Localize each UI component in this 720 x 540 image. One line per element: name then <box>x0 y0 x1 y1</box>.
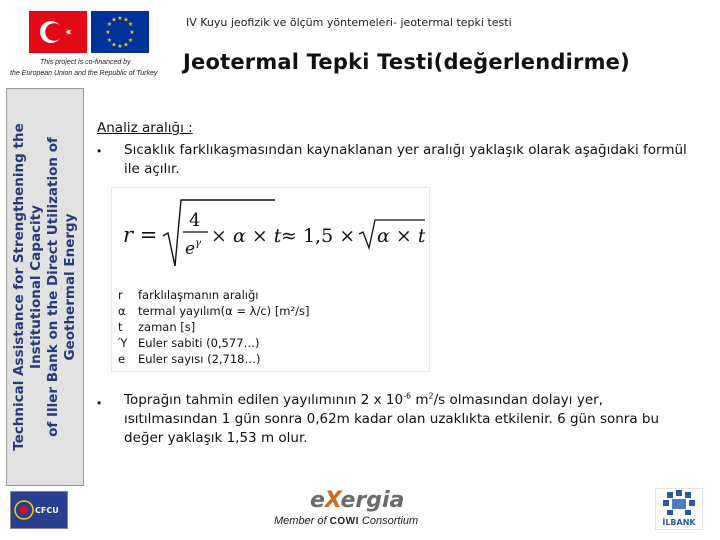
range-heading: Analiz aralığı : <box>97 120 193 136</box>
formula-root-inner: α × t <box>377 225 426 247</box>
header-caption: IV Kuyu jeofizik ve ölçüm yöntemeleri- jeotermal tepki testi <box>186 16 512 29</box>
svg-text:★: ★ <box>117 15 123 22</box>
bullet-1-marker: • <box>97 144 102 158</box>
legend-row <box>118 320 195 334</box>
bullet-1-text: Sıcaklık farklıkaşmasından kaynaklanan yer aralığı yaklaşık olarak aşağıdaki formül ile açılır. <box>124 142 687 177</box>
legend-text: farklılaşmanın aralığı <box>138 288 259 302</box>
svg-text:★: ★ <box>127 37 134 44</box>
turkey-flag-icon <box>29 11 87 53</box>
exergia-logo: eXergia <box>310 488 405 513</box>
legend-row <box>118 336 260 350</box>
svg-text:★: ★ <box>111 41 117 49</box>
sidebar-line-2: of Iller Bank on the Direct Utilization of Geothermal Energy <box>45 137 78 437</box>
legend-text: termal yayılım(α = λ/c) [m²/s] <box>138 304 310 318</box>
legend-symbol: Ύ <box>118 336 128 350</box>
consortium-caption: Member of COWI Consortium <box>274 515 419 527</box>
svg-text:★: ★ <box>106 21 113 28</box>
legend-text: zaman [s] <box>138 320 196 334</box>
svg-text:★: ★ <box>127 21 134 28</box>
formula-lhs: r = <box>123 223 158 247</box>
svg-text:★: ★ <box>106 37 113 44</box>
bullet-2-marker: • <box>97 396 102 410</box>
legend-symbol: t <box>118 320 123 334</box>
formula-equation <box>113 190 428 280</box>
svg-text:★: ★ <box>105 29 111 36</box>
formula-denominator-exp: γ <box>195 238 201 249</box>
slide-title: Jeotermal Tepki Testi(değerlendirme) <box>183 50 630 74</box>
formula-approx: ≈ 1,5 × <box>281 225 356 247</box>
svg-text:★: ★ <box>123 41 129 49</box>
cfcu-emblem-icon <box>11 492 67 528</box>
legend-symbol: e <box>118 352 126 366</box>
legend-row <box>118 288 259 302</box>
svg-text:CFCU: CFCU <box>35 506 59 515</box>
bullet-2-text: Toprağın tahmin edilen yayılımının 2 x $10^{-6}$ $m^2/s$ olmasından dolayı yer, ısıtılmasından 1 gün sonra 0,62m kadar olan uzaklıkta etkilenir. 6 gün sonra bu değer yaklaşık 1,53 m olur. <box>124 391 660 446</box>
cofinance-text-2: the European Union and the Republic of Turkey <box>10 70 158 77</box>
svg-text:★: ★ <box>111 16 117 24</box>
cowi-logo: COWI <box>329 516 359 527</box>
svg-text:★: ★ <box>129 29 135 36</box>
legend-row <box>118 304 309 318</box>
sidebar-line-1: Technical Assistance for Strengthening the Institutional Capacity <box>11 123 44 451</box>
legend-text: Euler sayısı (2,718…) <box>138 352 261 366</box>
legend-symbol: α <box>118 304 126 318</box>
svg-text:★: ★ <box>123 16 129 24</box>
ilbank-label: İLBANK <box>662 518 696 527</box>
formula-numerator: 4 <box>189 210 201 231</box>
legend-row <box>118 352 261 366</box>
ilbank-logo <box>655 488 703 530</box>
sidebar-project-title <box>11 92 79 482</box>
legend-text: Euler sabiti (0,577…) <box>138 336 260 350</box>
cofinance-text-1: This project is co-financed by <box>40 59 131 66</box>
eu-flag-icon <box>91 11 149 53</box>
formula-denominator-base: e <box>185 239 196 259</box>
cfcu-logo <box>10 491 68 529</box>
svg-text:★: ★ <box>117 43 123 50</box>
legend-symbol: r <box>118 288 123 302</box>
formula-product: × α × t <box>211 225 282 247</box>
